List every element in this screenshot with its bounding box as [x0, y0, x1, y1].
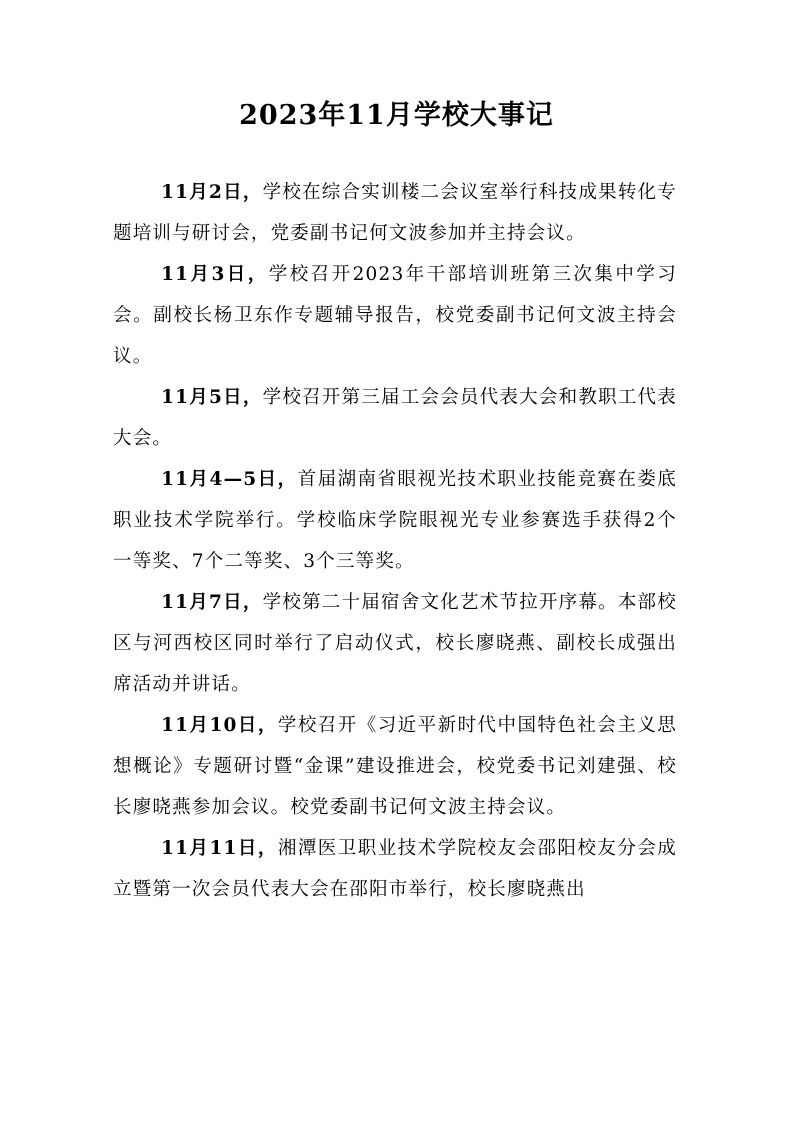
event-list — [113, 172, 677, 910]
event-text: 首届湖南省眼视光技术职业技能竞赛在娄底职业技术学院举行。学校临床学院眼视光专业参赛选手获得2个一等奖、7个二等奖、3个三等奖。 — [113, 469, 677, 572]
event-date: 11月10日， — [161, 715, 278, 736]
event-entry — [113, 172, 677, 254]
event-entry — [113, 705, 677, 828]
event-date: 11月7日， — [161, 592, 263, 613]
event-entry — [113, 254, 677, 377]
event-date: 11月2日， — [161, 182, 263, 203]
event-text: 湘潭医卫职业技术学院校友会邵阳校友分会成立暨第一次会员代表大会在邵阳市举行，校长廖晓燕出 — [113, 838, 677, 900]
page-title: 2023年11月学校大事记 — [239, 100, 554, 131]
event-entry — [113, 582, 677, 705]
event-date: 11月5日， — [161, 387, 263, 408]
event-date: 11月11日， — [161, 838, 278, 859]
event-date: 11月4—5日， — [161, 469, 298, 490]
event-text: 学校召开《习近平新时代中国特色社会主义思想概论》专题研讨暨“金课”建设推进会，校党委书记刘建强、校长廖晓燕参加会议。校党委副书记何文波主持会议。 — [113, 715, 677, 818]
event-entry — [113, 459, 677, 582]
event-date: 11月3日， — [161, 264, 269, 285]
event-text: 学校第二十届宿舍文化艺术节拉开序幕。本部校区与河西校区同时举行了启动仪式，校长廖晓燕、副校长成强出席活动并讲话。 — [113, 592, 677, 695]
event-text: 学校召开2023年干部培训班第三次集中学习会。副校长杨卫东作专题辅导报告，校党委副书记何文波主持会议。 — [113, 264, 677, 367]
event-entry — [113, 828, 677, 910]
event-text: 学校召开第三届工会会员代表大会和教职工代表大会。 — [113, 387, 677, 449]
event-entry — [113, 377, 677, 459]
event-text: 学校在综合实训楼二会议室举行科技成果转化专题培训与研讨会，党委副书记何文波参加并主持会议。 — [113, 182, 677, 244]
